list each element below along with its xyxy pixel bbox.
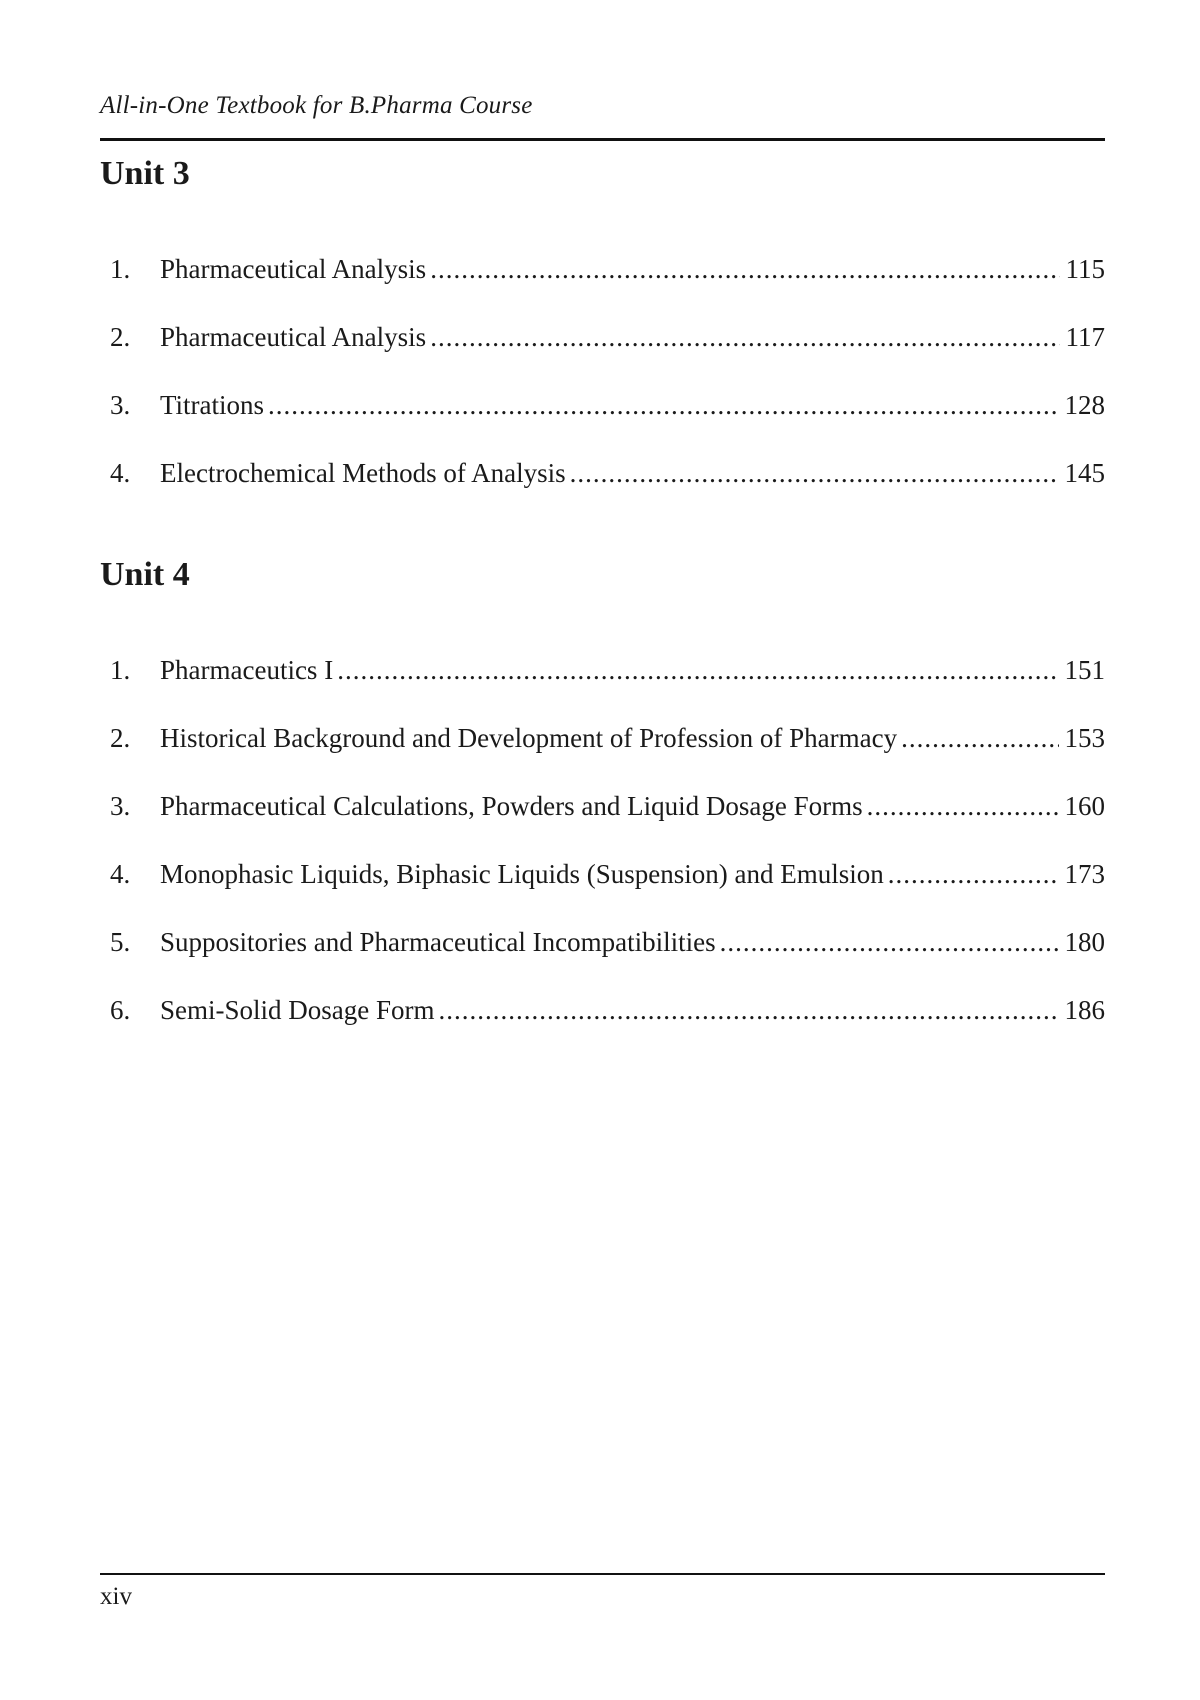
dot-leader	[337, 650, 1058, 690]
toc-entry-page: 153	[1064, 723, 1105, 753]
toc-entry[interactable]	[110, 249, 1105, 317]
toc-entry-title: Titrations	[160, 390, 265, 420]
dot-leader	[570, 453, 1059, 493]
toc-entry-number: 6.	[110, 995, 131, 1025]
toc-entry-number: 2.	[110, 322, 131, 352]
toc-entry-title: Pharmaceutics I	[160, 655, 334, 685]
toc-entry-title: Historical Background and Development of Profession of Pharmacy	[160, 723, 898, 753]
running-head: All-in-One Textbook for B.Pharma Course	[100, 92, 533, 119]
toc-entry-title: Pharmaceutical Calculations, Powders and Liquid Dosage Forms	[160, 791, 863, 821]
toc-entry-number: 1.	[110, 655, 131, 685]
toc-entry-page: 173	[1064, 859, 1105, 889]
toc-entry-number: 2.	[110, 723, 131, 753]
toc-entry-page: 180	[1064, 927, 1105, 957]
toc-entry-page: 117	[1065, 322, 1105, 352]
unit-heading: Unit 4	[100, 556, 190, 593]
page-number: xiv	[100, 1583, 132, 1610]
toc-entry[interactable]	[110, 854, 1105, 922]
toc-entry-title: Suppositories and Pharmaceutical Incompatibilities	[160, 927, 716, 957]
toc-entry-page: 128	[1064, 390, 1105, 420]
toc-entry[interactable]	[110, 317, 1105, 385]
toc-entry-page: 186	[1064, 995, 1105, 1025]
toc-entry-number: 4.	[110, 859, 131, 889]
toc-entry[interactable]	[110, 650, 1105, 718]
toc-entry[interactable]	[110, 718, 1105, 786]
toc-entry[interactable]	[110, 786, 1105, 854]
header-rule	[100, 138, 1105, 141]
dot-leader	[888, 854, 1059, 894]
toc-entry-number: 3.	[110, 390, 131, 420]
toc-entry-title: Electrochemical Methods of Analysis	[160, 458, 566, 488]
toc-entry[interactable]	[110, 385, 1105, 453]
toc-entry-page: 145	[1064, 458, 1105, 488]
dot-leader	[901, 718, 1058, 758]
dot-leader	[268, 385, 1058, 425]
toc-entry-title: Pharmaceutical Analysis	[160, 254, 427, 284]
dot-leader	[867, 786, 1059, 826]
toc-list-unit-3	[110, 249, 1105, 521]
toc-entry[interactable]	[110, 990, 1105, 1058]
toc-list-unit-4	[110, 650, 1105, 1058]
dot-leader	[430, 249, 1059, 289]
toc-entry-page: 115	[1065, 254, 1105, 284]
dot-leader	[430, 317, 1059, 357]
toc-entry-title: Semi-Solid Dosage Form	[160, 995, 435, 1025]
toc-entry-title: Pharmaceutical Analysis	[160, 322, 427, 352]
toc-entry-number: 1.	[110, 254, 131, 284]
toc-entry-number: 5.	[110, 927, 131, 957]
toc-entry-page: 160	[1064, 791, 1105, 821]
toc-entry-number: 4.	[110, 458, 131, 488]
footer-rule	[100, 1573, 1105, 1575]
toc-entry-page: 151	[1064, 655, 1105, 685]
toc-entry[interactable]	[110, 453, 1105, 521]
dot-leader	[439, 990, 1059, 1030]
toc-entry-title: Monophasic Liquids, Biphasic Liquids (Suspension) and Emulsion	[160, 859, 884, 889]
unit-heading: Unit 3	[100, 155, 190, 192]
dot-leader	[720, 922, 1059, 962]
toc-entry-number: 3.	[110, 791, 131, 821]
toc-entry[interactable]	[110, 922, 1105, 990]
